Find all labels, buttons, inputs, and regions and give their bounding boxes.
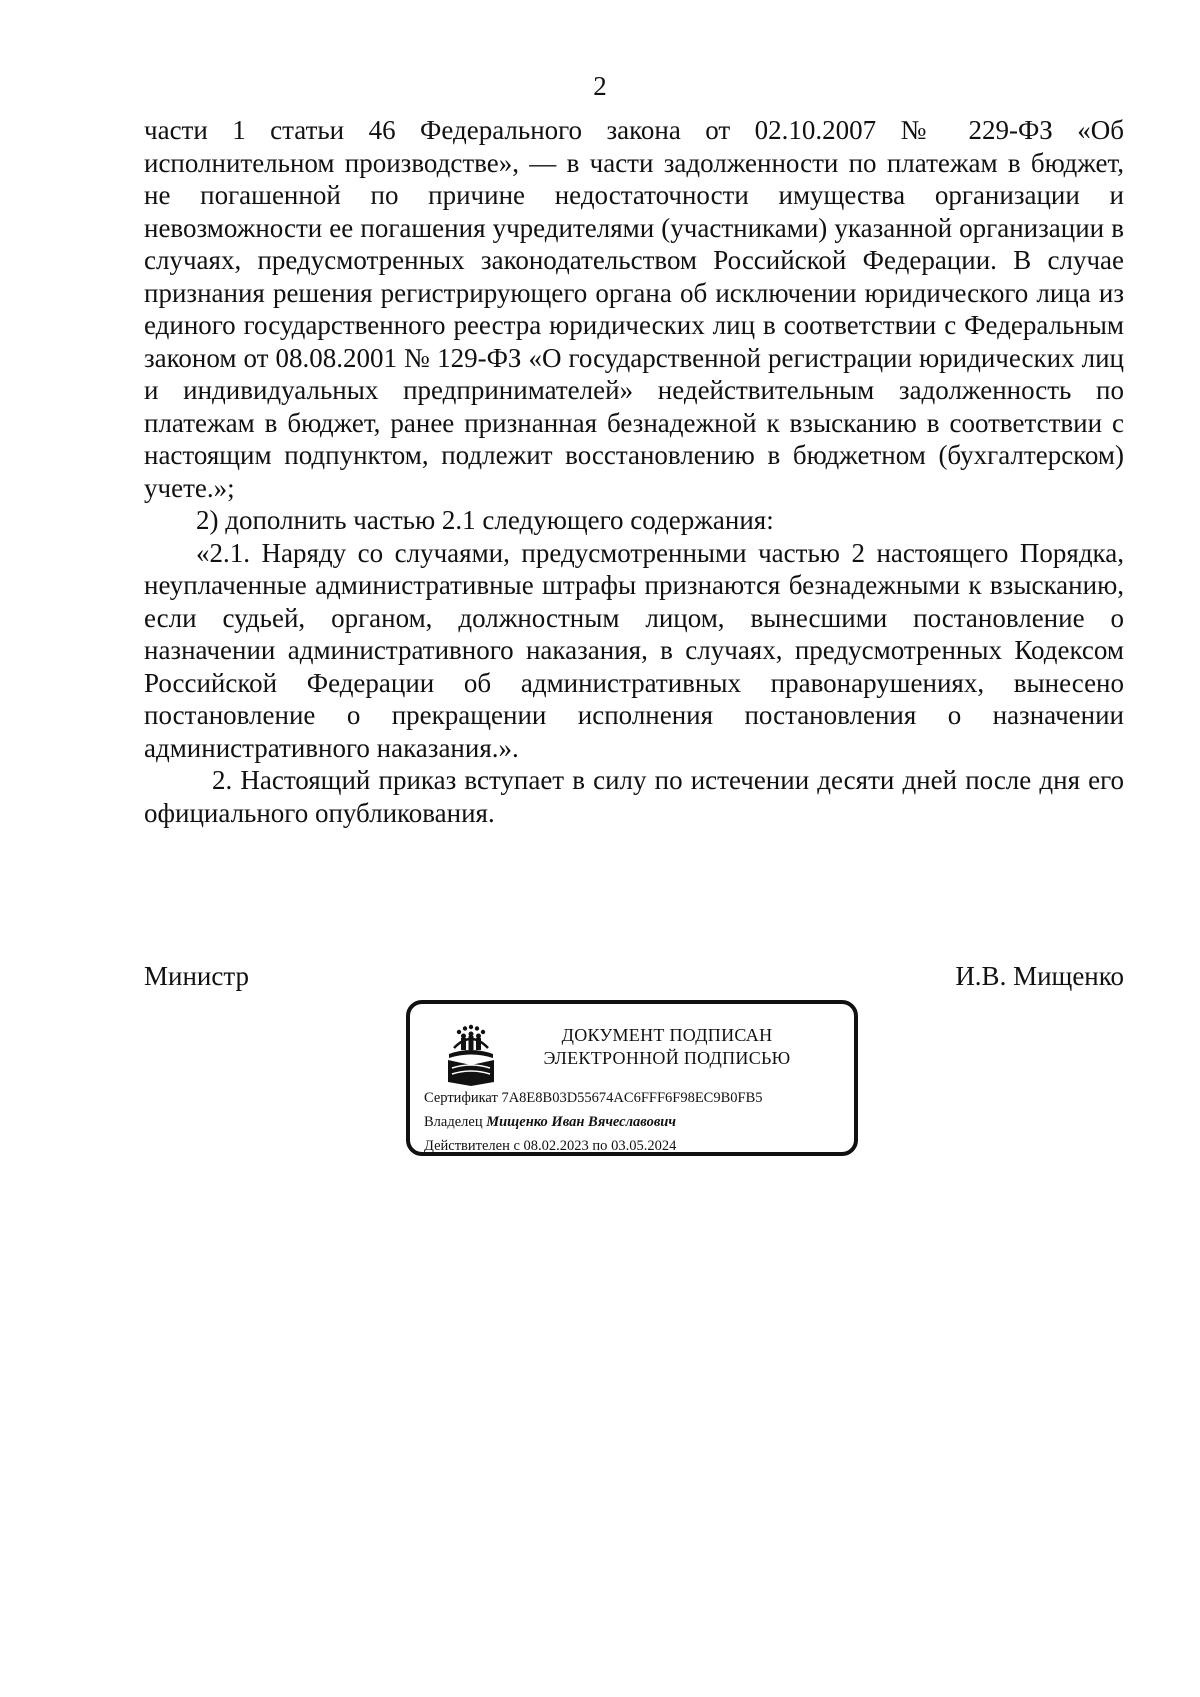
stamp-title [522, 1024, 812, 1070]
certificate-label: Сертификат [424, 1090, 498, 1106]
paragraph-effective-date: 2. Настоящий приказ вступает в силу по истечении десяти дней после дня его официального опубликования. [144, 765, 1124, 828]
owner-label: Владелец [424, 1114, 483, 1130]
paragraph-continuation: части 1 статьи 46 Федерального закона от 02.10.2007 № 229-ФЗ «Об исполнительном производстве», — в части задолженности по платежам в бюджет, не погашенной по причине недостаточности имущества организации и невозможности ее погашения учредителями (участниками) указанной организации в случаях, предусмотренных законодательством Российской Федерации. В случае признания решения регистрирующего органа об исключении юридического лица из единого государственного реестра юридических лиц в соответствии с Федеральным законом от 08.08.2001 № 129-ФЗ «О государственной регистрации юридических лиц и индивидуальных предпринимателей» недействительным задолженность по платежам в бюджет, ранее признанная безнадежной к взысканию в соответствии с настоящим подпунктом, подлежит восстановлению в бюджетном (бухгалтерском) учете.»; [144, 115, 1124, 503]
document-body [144, 114, 1124, 829]
stamp-details [424, 1086, 854, 1158]
valid-from-prefix: с [513, 1138, 520, 1154]
stamp-certificate-line [424, 1086, 854, 1110]
electronic-signature-stamp [406, 1000, 858, 1156]
signatory-position: Министр [144, 961, 249, 991]
stamp-owner-line [424, 1110, 854, 1134]
valid-to-date: 03.05.2024 [611, 1138, 677, 1154]
signature-block [144, 960, 1124, 992]
paragraph-amendment-text: «2.1. Наряду со случаями, предусмотренными частью 2 настоящего Порядка, неуплаченные административные штрафы признаются безнадежными к взысканию, если судьей, органом, должностным лицом, вынесшими постановление о назначении административного наказания, в случаях, предусмотренных Кодексом Российской Федерации об административных правонарушениях, вынесено постановление о прекращении исполнения постановления о назначении административного наказания.». [144, 537, 1124, 763]
valid-to-prefix: по [592, 1138, 608, 1154]
page-number: 2 [593, 71, 607, 101]
stamp-validity-line [424, 1134, 854, 1158]
signatory-name: И.В. Мищенко [955, 961, 1124, 991]
certificate-value: 7A8E8B03D55674AC6FFF6F98EC9B0FB5 [501, 1090, 763, 1106]
paragraph-amendment-intro: 2) дополнить частью 2.1 следующего содержания: [196, 505, 774, 535]
stamp-title-line-2: ЭЛЕКТРОННОЙ ПОДПИСЬЮ [543, 1048, 791, 1068]
valid-label: Действителен [424, 1138, 510, 1154]
coat-of-arms-icon [446, 1024, 496, 1086]
valid-from-date: 08.02.2023 [523, 1138, 589, 1154]
owner-value: Мищенко Иван Вячеславович [486, 1114, 676, 1130]
stamp-title-line-1: ДОКУМЕНТ ПОДПИСАН [561, 1025, 773, 1045]
